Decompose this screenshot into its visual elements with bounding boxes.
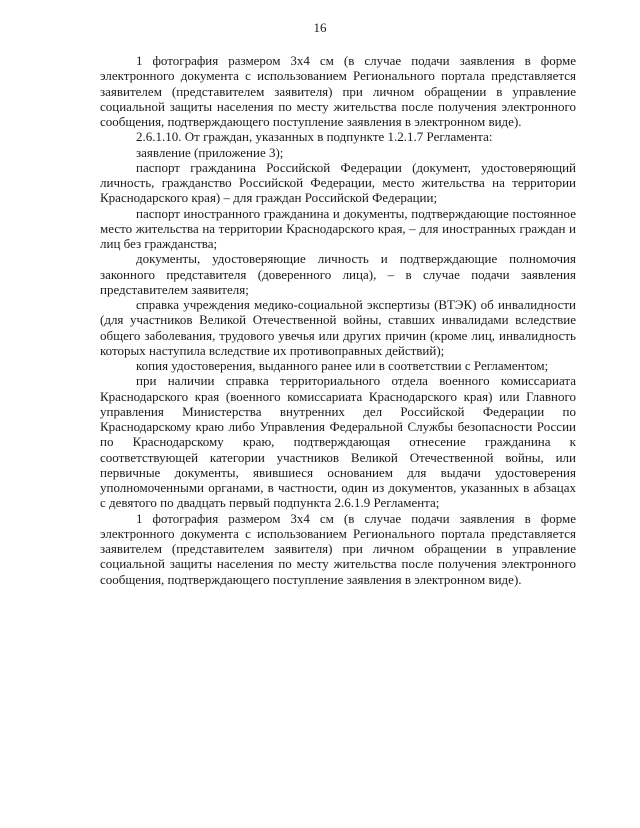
paragraph: 2.6.1.10. От граждан, указанных в подпункте 1.2.1.7 Регламента: [136,129,493,145]
page-number: 16 [313,20,327,35]
paragraph: документы, удостоверяющие личность и подтверждающие полномочия законного представителя (доверенного лица), – в случае подачи заявления представителем заявителя; [100,251,576,297]
paragraph: копия удостоверения, выданного ранее или в соответствии с Регламентом; [136,358,549,373]
paragraph: при наличии справка территориального отдела военного комиссариата Краснодарского края (военного комиссариата Краснодарского края) или Главного управления Министерства внутренних дел Российской Федерации по Краснодарскому краю либо Управления Федеральной Службы безопасности России по Краснодарскому краю, подтверждающая отнесение гражданина к соответствующей категории участников Великой Отечественной войны, или первичные документы, явившиеся основанием для выдачи удостоверения уполномоченными органами, в частности, один из документов, указанных в абзацах с девятого по двадцать первый подпункта 2.6.1.9 Регламента; [100,373,576,511]
paragraph: 1 фотография размером 3х4 см (в случае подачи заявления в форме электронного документа с использованием Регионального портала представляется заявителем (представителем заявителя) при личном обращении в управление социальной защиты населения по месту жительства после получения электронного сообщения, подтверждающего поступление заявления в электронном виде). [100,510,576,587]
paragraph: справка учреждения медико-социальной экспертизы (ВТЭК) об инвалидности (для участников Великой Отечественной войны, ставших инвалидами вследствие общего заболевания, трудового увечья или других причин (кроме лиц, инвалидность которых наступила вследствие их противоправных действий); [100,297,576,358]
paragraph: 1 фотография размером 3х4 см (в случае подачи заявления в форме электронного документа с использованием Регионального портала представляется заявителем (представителем заявителя) при личном обращении в управление социальной защиты населения по месту жительства после получения электронного сообщения, подтверждающего поступление заявления в электронном виде). [100,53,576,129]
paragraph: паспорт иностранного гражданина и документы, подтверждающие постоянное место жительства на территории Краснодарского края, – для иностранных граждан и лиц без гражданства; [100,205,576,251]
document-body [100,53,576,587]
paragraph: паспорт гражданина Российской Федерации (документ, удостоверяющий личность, гражданство Российской Федерации, место жительства на территории Краснодарского края) – для граждан Российской Федерации; [100,159,576,206]
paragraph: заявление (приложение 3); [136,144,284,160]
